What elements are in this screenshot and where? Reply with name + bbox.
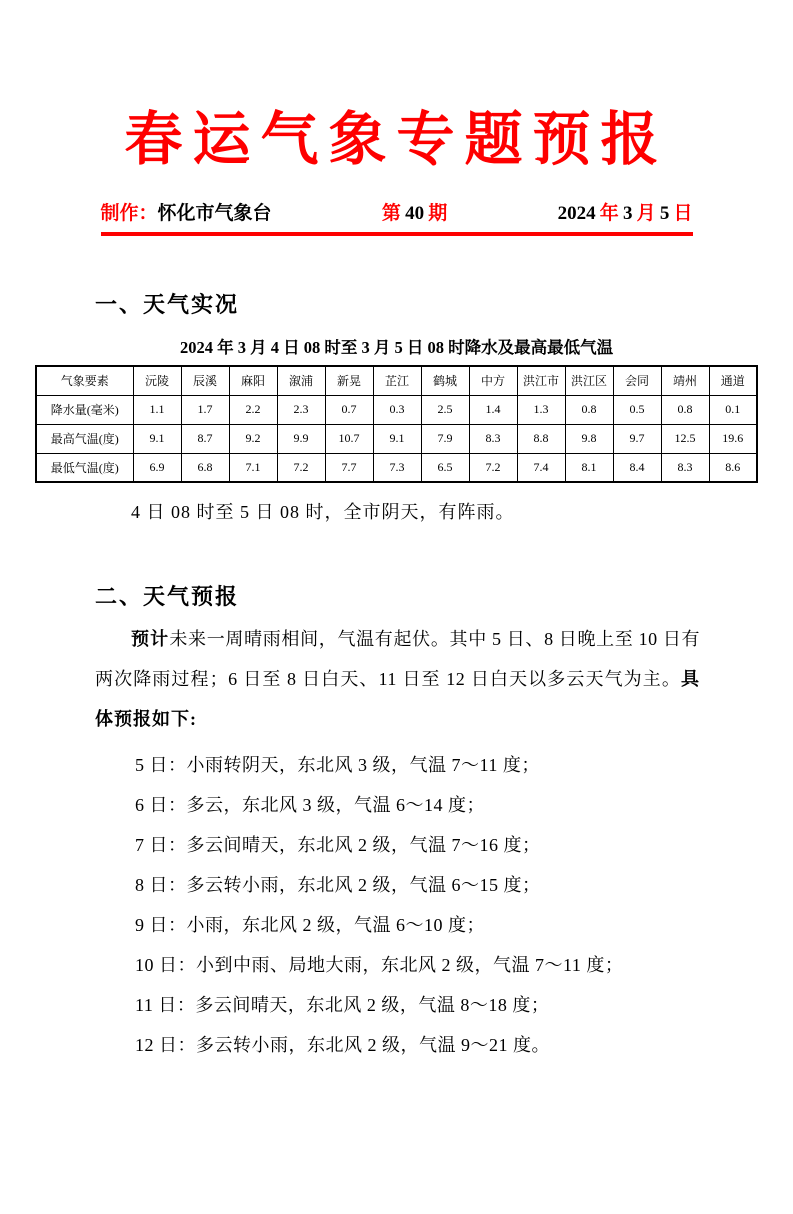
forecast-item: 12 日：多云转小雨，东北风 2 级，气温 9～21 度。 [135, 1035, 550, 1055]
table-row [36, 395, 757, 424]
table-cell: 6.9 [133, 453, 181, 482]
forecast-item: 7 日：多云间晴天，东北风 2 级，气温 7～16 度； [135, 835, 541, 855]
table-cell: 7.2 [277, 453, 325, 482]
issue-value: 40 [405, 203, 425, 224]
weather-table-head-row [36, 366, 757, 395]
date-day-unit: 日 [673, 203, 693, 224]
weather-table-body [36, 395, 757, 482]
forecast-list [135, 745, 733, 1065]
table-cell: 8.7 [181, 424, 229, 453]
table-cell: 7.4 [517, 453, 565, 482]
table-row-label: 最高气温(度) [36, 424, 133, 453]
date-month: 3 [622, 203, 633, 224]
table-header-cell: 麻阳 [229, 366, 277, 395]
table-header-cell: 洪江区 [565, 366, 613, 395]
issue-prefix: 第 [381, 203, 401, 224]
table-cell: 1.3 [517, 395, 565, 424]
table-cell: 12.5 [661, 424, 709, 453]
table-cell: 2.3 [277, 395, 325, 424]
date-month-unit: 月 [636, 203, 656, 224]
issue-suffix: 期 [428, 203, 448, 224]
producer [101, 198, 272, 225]
table-cell: 0.7 [325, 395, 373, 424]
table-cell: 7.9 [421, 424, 469, 453]
forecast-tail-bold: 具体预报如下: [95, 669, 700, 729]
producer-label: 制作： [100, 203, 158, 224]
table-header-cell: 芷江 [373, 366, 421, 395]
table-cell: 9.2 [229, 424, 277, 453]
table-cell: 19.6 [709, 424, 757, 453]
table-row [36, 424, 757, 453]
issue-number [382, 198, 447, 225]
table-header-cell: 洪江市 [517, 366, 565, 395]
table-cell: 0.8 [661, 395, 709, 424]
table-cell: 2.5 [421, 395, 469, 424]
producer-name: 怀化市气象台 [157, 203, 272, 224]
table-cell: 0.3 [373, 395, 421, 424]
table-cell: 2.2 [229, 395, 277, 424]
table-cell: 9.8 [565, 424, 613, 453]
forecast-item: 5 日：小雨转阴天，东北风 3 级，气温 7～11 度； [135, 755, 540, 775]
forecast-summary-text: 未来一周晴雨相间，气温有起伏。其中 5 日、8 日晚上至 10 日有两次降雨过程；6 日至 8 日白天、11 日至 12 日白天以多云天气为主。 [95, 629, 701, 689]
table-cell: 6.8 [181, 453, 229, 482]
weather-table-caption: 2024 年 3 月 4 日 08 时至 3 月 5 日 08 时降水及最高最低气温 [179, 338, 614, 357]
forecast-summary-paragraph [95, 619, 700, 739]
date-year: 2024 [557, 203, 596, 224]
table-cell: 9.1 [133, 424, 181, 453]
table-cell: 8.3 [469, 424, 517, 453]
table-header-cell: 会同 [613, 366, 661, 395]
table-cell: 9.1 [373, 424, 421, 453]
table-header-cell: 溆浦 [277, 366, 325, 395]
table-header-cell: 辰溪 [181, 366, 229, 395]
table-cell: 7.7 [325, 453, 373, 482]
date-day: 5 [659, 203, 670, 224]
table-header-cell: 通道 [709, 366, 757, 395]
table-header-cell: 靖州 [661, 366, 709, 395]
table-cell: 8.4 [613, 453, 661, 482]
table-cell: 8.8 [517, 424, 565, 453]
table-cell: 7.1 [229, 453, 277, 482]
masthead [101, 198, 693, 236]
table-corner-cell: 气象要素 [36, 366, 133, 395]
date-year-unit: 年 [599, 203, 619, 224]
forecast-item: 9 日：小雨，东北风 2 级，气温 6～10 度； [135, 915, 485, 935]
section2-heading: 二、天气预报 [95, 584, 240, 609]
forecast-lead-bold: 预计 [131, 629, 170, 649]
table-header-cell: 鹤城 [421, 366, 469, 395]
table-header-cell: 中方 [469, 366, 517, 395]
table-cell: 6.5 [421, 453, 469, 482]
table-cell: 1.7 [181, 395, 229, 424]
table-row-label: 降水量(毫米) [36, 395, 133, 424]
table-cell: 8.6 [709, 453, 757, 482]
observation-note: 4 日 08 时至 5 日 08 时，全市阴天，有阵雨。 [131, 502, 515, 522]
section1-heading: 一、天气实况 [95, 292, 240, 317]
document-title: 春运气象专题预报 [124, 105, 669, 173]
forecast-item: 6 日：多云，东北风 3 级，气温 6～14 度； [135, 795, 485, 815]
table-header-cell: 沅陵 [133, 366, 181, 395]
table-cell: 0.1 [709, 395, 757, 424]
table-header-cell: 新晃 [325, 366, 373, 395]
forecast-item: 10 日：小到中雨、局地大雨，东北风 2 级，气温 7～11 度； [135, 955, 624, 975]
forecast-item: 11 日：多云间晴天，东北风 2 级，气温 8～18 度； [135, 995, 550, 1015]
table-cell: 7.3 [373, 453, 421, 482]
table-cell: 9.7 [613, 424, 661, 453]
issue-date [558, 198, 693, 225]
table-cell: 1.1 [133, 395, 181, 424]
table-cell: 0.8 [565, 395, 613, 424]
table-cell: 9.9 [277, 424, 325, 453]
table-row [36, 453, 757, 482]
table-cell: 1.4 [469, 395, 517, 424]
table-cell: 8.1 [565, 453, 613, 482]
weather-table [35, 365, 758, 483]
table-cell: 10.7 [325, 424, 373, 453]
table-cell: 8.3 [661, 453, 709, 482]
table-cell: 0.5 [613, 395, 661, 424]
table-row-label: 最低气温(度) [36, 453, 133, 482]
table-cell: 7.2 [469, 453, 517, 482]
forecast-item: 8 日：多云转小雨，东北风 2 级，气温 6～15 度； [135, 875, 541, 895]
